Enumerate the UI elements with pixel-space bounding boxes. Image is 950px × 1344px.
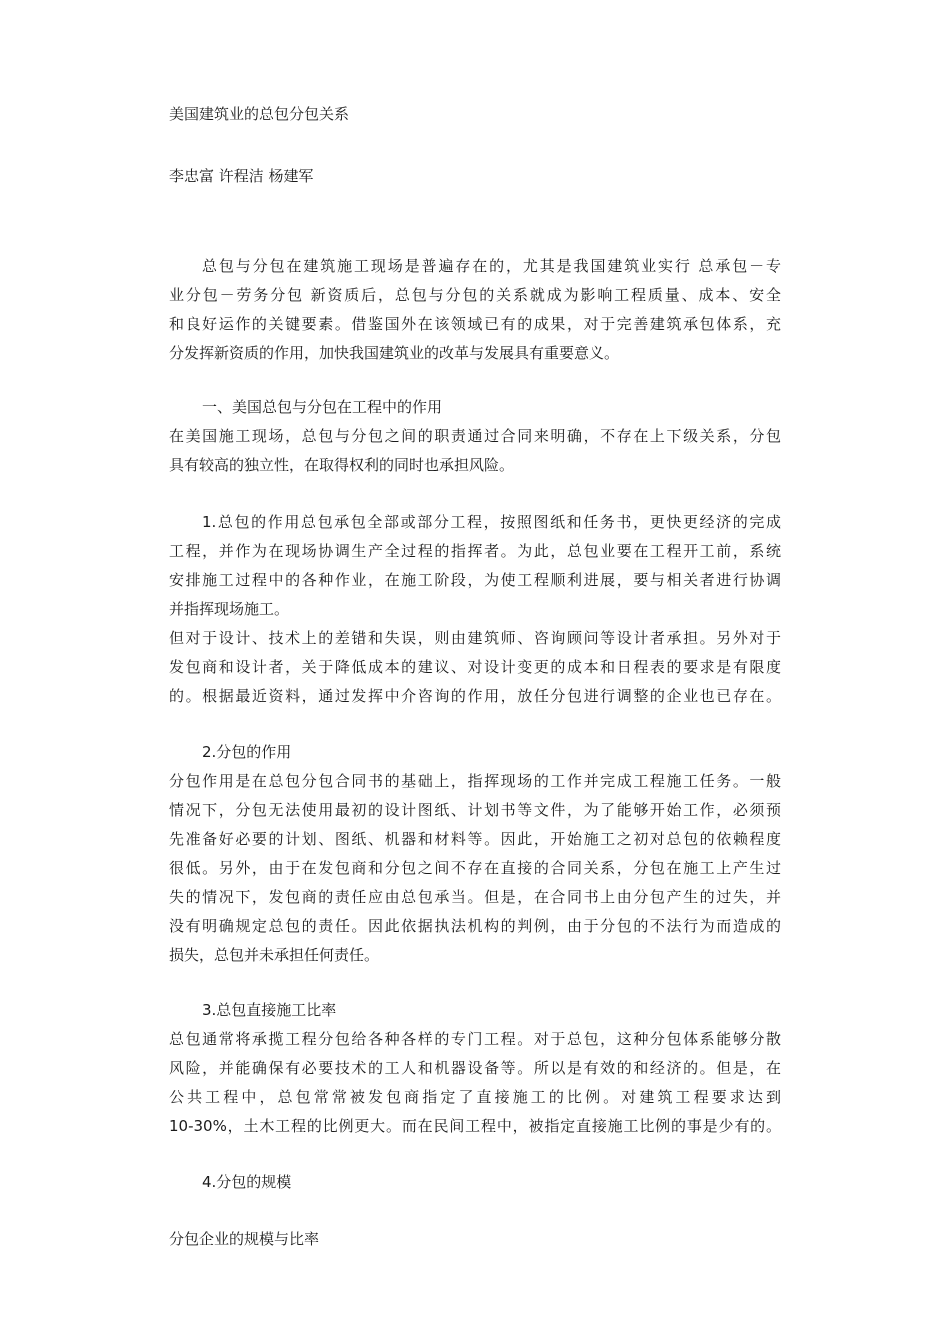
item3-line-1: 总包通常将承揽工程分包给各种各样的专门工程。对于总包，这种分包体系能够分散 [169,1030,781,1048]
item1-line-3: 安排施工过程中的各种作业，在施工阶段，为使工程顺利进展，要与相关者进行协调 [169,571,781,589]
item2-line-2: 情况下，分包无法使用最初的设计图纸、计划书等文件，为了能够开始工作，必须预 [169,801,781,819]
document-title: 美国建筑业的总包分包关系 [169,105,350,123]
item4-heading: 4.分包的规模 [202,1173,292,1191]
item1-line-1: 1.总包的作用总包承包全部或部分工程，按照图纸和任务书，更快更经济的完成 [202,513,781,531]
item1-line-2: 工程，并作为在现场协调生产全过程的指挥者。为此，总包业要在工程开工前，系统 [169,542,781,560]
item2-line-6: 没有明确规定总包的责任。因此依据执法机构的判例，由于分包的不法行为而造成的 [169,917,781,935]
item3-line-3: 公共工程中，总包常常被发包商指定了直接施工的比例。对建筑工程要求达到 [169,1088,781,1106]
item1-line-4: 并指挥现场施工。 [169,600,290,618]
section1-line-1: 在美国施工现场，总包与分包之间的职责通过合同来明确，不存在上下级关系，分包 [169,427,781,445]
item3-heading: 3.总包直接施工比率 [202,1001,337,1019]
item1-line-5: 但对于设计、技术上的差错和失误，则由建筑师、咨询顾问等设计者承担。另外对于 [169,629,781,647]
section1-heading: 一、美国总包与分包在工程中的作用 [202,398,443,416]
item1-line-7: 的。根据最近资料，通过发挥中介咨询的作用，放任分包进行调整的企业也已存在。 [169,687,781,705]
item2-line-5: 失的情况下，发包商的责任应由总包承当。但是，在合同书上由分包产生的过失，并 [169,888,781,906]
item2-heading: 2.分包的作用 [202,743,292,761]
item2-line-1: 分包作用是在总包分包合同书的基础上，指挥现场的工作并完成工程施工任务。一般 [169,772,781,790]
author-line: 李忠富 许程洁 杨建军 [169,167,314,185]
item4-subheading: 分包企业的规模与比率 [169,1230,320,1248]
intro-line-2: 业分包－劳务分包 新资质后，总包与分包的关系就成为影响工程质量、成本、安全 [169,286,781,304]
item3-line-2: 风险，并能确保有必要技术的工人和机器设备等。所以是有效的和经济的。但是，在 [169,1059,781,1077]
item1-line-6: 发包商和设计者，关于降低成本的建议、对设计变更的成本和日程表的要求是有限度 [169,658,781,676]
section1-line-2: 具有较高的独立性，在取得权利的同时也承担风险。 [169,456,515,474]
item2-line-3: 先准备好必要的计划、图纸、机器和材料等。因此，开始施工之初对总包的依赖程度 [169,830,781,848]
item3-line-4: 10-30%，土木工程的比例更大。而在民间工程中，被指定直接施工比例的事是少有的。 [169,1117,781,1135]
intro-line-1: 总包与分包在建筑施工现场是普遍存在的，尤其是我国建筑业实行 总承包－专 [202,257,781,275]
intro-line-3: 和良好运作的关键要素。借鉴国外在该领域已有的成果，对于完善建筑承包体系，充 [169,315,781,333]
item2-line-7: 损失，总包并未承担任何责任。 [169,946,380,964]
intro-line-4: 分发挥新资质的作用，加快我国建筑业的改革与发展具有重要意义。 [169,344,620,362]
item2-line-4: 很低。另外，由于在发包商和分包之间不存在直接的合同关系，分包在施工上产生过 [169,859,781,877]
